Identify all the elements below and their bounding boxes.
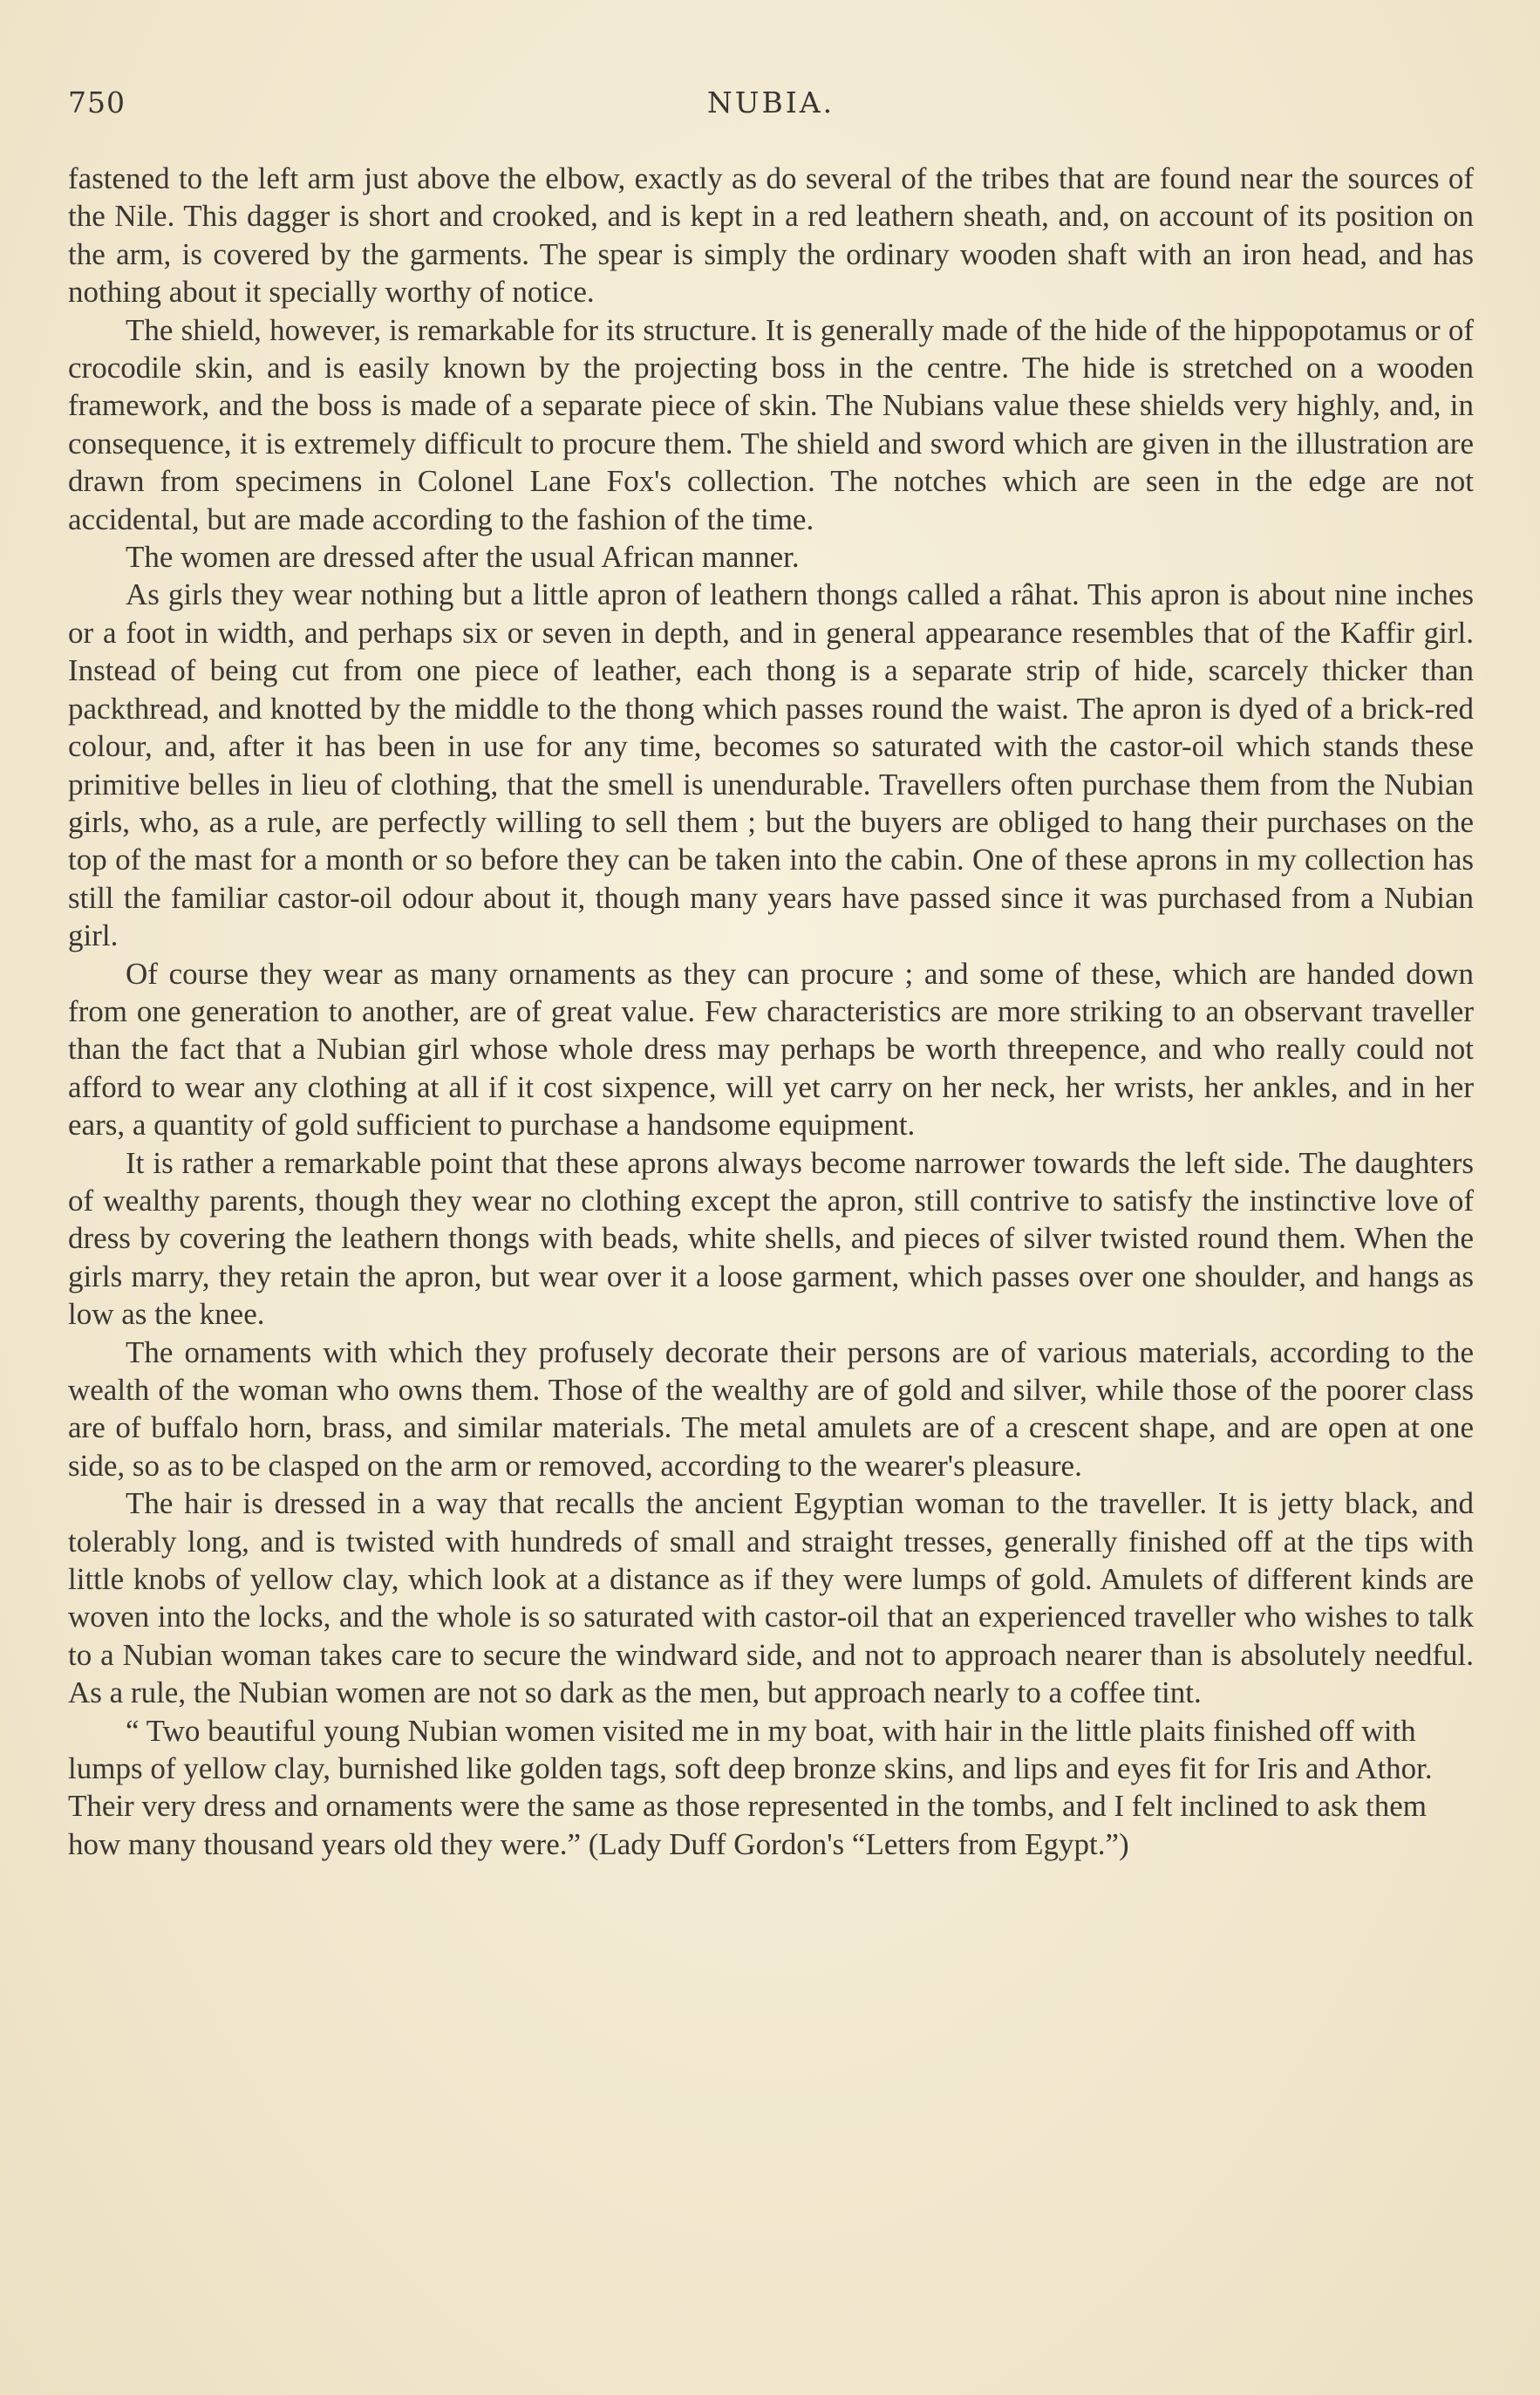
paragraph-ornament-materials: The ornaments with which they profusely decorate their persons are of various materials, according to the wealth of the woman who owns them. Those of the wealthy are of gold and silver, while those of the poorer class are of buffalo horn, brass, and similar materials. The metal amulets are of a crescent shape, and are open at one side, so as to be clasped on the arm or removed, according to the wearer's pleasure. [68,1334,1474,1483]
paragraph-aprons-narrower: It is rather a remarkable point that these aprons always become narrower towards the left side. The daughters of wealthy parents, though they wear no clothing except the apron, still contrive to satisfy the instinctive love of dress by covering the leathern thongs with beads, white shells, and pieces of silver twisted round them. When the girls marry, they retain the apron, but wear over it a loose garment, which passes over one shoulder, and hangs as low as the knee. [68,1145,1474,1332]
paragraph-quotation: “ Two beautiful young Nubian women visited me in my boat, with hair in the little plaits finished off with lumps of yellow clay, burnished like golden tags, soft deep bronze skins, and lips and eyes fit for Iris and Athor. Their very dress and ornaments were the same as those represented in the tombs, and I felt inclined to ask them how many thousand years old they were.” (Lady Duff Gordon's “Letters from Egypt.”) [68,1713,1433,1861]
page-number: 750 [68,85,126,119]
paragraph-apron: As girls they wear nothing but a little apron of leathern thongs called a râhat. This apron is about nine inches or a foot in width, and perhaps six or seven in depth, and in general appearance resembles that of the Kaffir girl. Instead of being cut from one piece of leather, each thong is a separate strip of hide, scarcely thicker than packthread, and knotted by the middle to the thong which passes round the waist. The apron is dyed of a brick-red colour, and, after it has been in use for any time, becomes so saturated with the castor-oil which stands these primitive belles in lieu of clothing, that the smell is unendurable. Travellers often purchase them from the Nubian girls, who, as a rule, are perfectly willing to sell them ; but the buyers are obliged to hang their purchases on the top of the mast for a month or so before they can be taken into the cabin. One of these aprons in my collection has still the familiar castor-oil odour about it, though many years have passed since it was purchased from a Nubian girl. [68,577,1474,953]
body-text [68,160,1474,1863]
paragraph-shield: The shield, however, is remarkable for its structure. It is generally made of the hide of the hippopotamus or of crocodile skin, and is easily known by the projecting boss in the centre. The hide is stretched on a wooden framework, and the boss is made of a separate piece of skin. The Nubians value these shields very highly, and, in consequence, it is extremely difficult to procure them. The shield and sword which are given in the illustration are drawn from specimens in Colonel Lane Fox's collection. The notches which are seen in the edge are not accidental, but are made according to the fashion of the time. [68,312,1474,536]
paragraph-women-dress: The women are dressed after the usual African manner. [126,540,800,575]
paragraph-hair: The hair is dressed in a way that recalls the ancient Egyptian woman to the traveller. It is jetty black, and tolerably long, and is twisted with hundreds of small and straight tresses, generally finished off at the tips with little knobs of yellow clay, which look at a distance as if they were lumps of gold. Amulets of different kinds are woven into the locks, and the whole is so saturated with castor-oil that an experienced traveller who wishes to talk to a Nubian woman takes care to secure the windward side, and not to approach nearer than is absolutely needful. As a rule, the Nubian women are not so dark as the men, but approach nearly to a coffee tint. [68,1486,1474,1710]
page-header [68,85,1474,129]
running-head: NUBIA. [706,85,835,119]
paragraph-ornaments-value: Of course they wear as many ornaments as they can procure ; and some of these, which are handed down from one generation to another, are of great value. Few characteristics are more striking to an observant traveller than the fact that a Nubian girl whose whole dress may perhaps be worth threepence, and who really could not afford to wear any clothing at all if it cost sixpence, will yet carry on her neck, her wrists, her ankles, and in her ears, a quantity of gold sufficient to purchase a handsome equipment. [68,956,1474,1143]
paragraph-dagger-spear: fastened to the left arm just above the elbow, exactly as do several of the tribes that are found near the sources of the Nile. This dagger is short and crooked, and is kept in a red leathern sheath, and, on account of its position on the arm, is covered by the garments. The spear is simply the ordinary wooden shaft with an iron head, and has nothing about it specially worthy of notice. [68,161,1474,310]
